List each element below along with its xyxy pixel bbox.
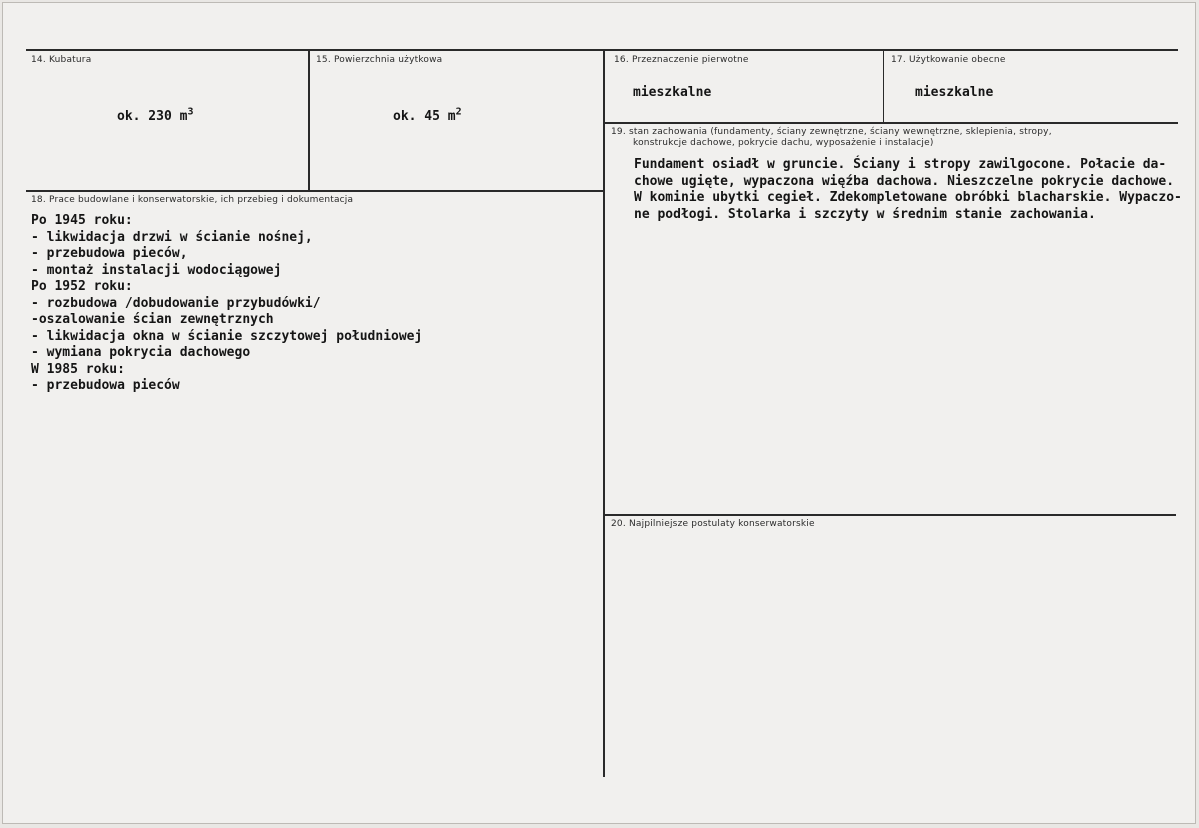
field-18-label: 18. Prace budowlane i konserwatorskie, ich przebieg i dokumentacja <box>31 195 354 205</box>
field-20-label: 20. Najpilniejsze postulaty konserwatorskie <box>611 519 815 529</box>
field-16-value: mieszkalne <box>633 85 712 100</box>
field-19-line: chowe ugięte, wypaczona więźba dachowa. Nieszczelne pokrycie dachowe. <box>634 173 1175 189</box>
top-rule <box>26 49 1178 51</box>
rule-below-14-15 <box>26 190 603 192</box>
field-18-line: - wymiana pokrycia dachowego <box>31 345 251 360</box>
field-18-line: - przebudowa pieców, <box>31 246 188 261</box>
field-18-line: W 1985 roku: <box>31 361 125 377</box>
field-19-line: W kominie ubytki cegieł. Zdekompletowane obróbki blacharskie. Wypaczo- <box>634 190 1182 205</box>
field-14-value: ok. 230 $m^3$ <box>117 106 194 124</box>
divider-14-15 <box>308 50 310 191</box>
inventory-card <box>2 2 1196 824</box>
divider-main <box>603 50 605 777</box>
field-18-text <box>31 213 422 395</box>
field-18-line: - likwidacja okna w ścianie szczytowej południowej <box>31 328 423 344</box>
field-18-line: - przebudowa pieców <box>31 378 180 393</box>
field-16-label: 16. Przeznaczenie pierwotne <box>614 55 749 65</box>
field-19-text <box>634 157 1182 223</box>
field-18-line: - montaż instalacji wodociągowej <box>31 262 282 278</box>
field-18-line: Po 1952 roku: <box>31 279 133 294</box>
field-19-label <box>611 127 1052 149</box>
rule-below-16-17 <box>605 122 1178 124</box>
field-19-line: Fundament osiadł w gruncie. Ściany i stropy zawilgocone. Połacie da- <box>634 157 1167 172</box>
field-18-line: Po 1945 roku: <box>31 213 133 228</box>
field-19-label-line-1: 19. stan zachowania (fundamenty, ściany zewnętrzne, ściany wewnętrzne, sklepienia, stropy, <box>611 127 1052 137</box>
field-15-exponent: 2 <box>455 106 462 118</box>
field-19-line: ne podłogi. Stolarka i szczyty w średnim stanie zachowania. <box>634 206 1096 222</box>
field-18-line: - likwidacja drzwi w ścianie nośnej, <box>31 229 313 245</box>
field-15-label: 15. Powierzchnia użytkowa <box>316 55 443 65</box>
field-17-value: mieszkalne <box>915 85 994 100</box>
field-18-line: -oszalowanie ścian zewnętrznych <box>31 312 274 327</box>
field-19-label-line-2: konstrukcje dachowe, pokrycie dachu, wyposażenie i instalacje) <box>633 138 934 148</box>
field-17-label: 17. Użytkowanie obecne <box>891 55 1006 65</box>
field-14-exponent: 3 <box>187 106 194 118</box>
field-14-label: 14. Kubatura <box>31 55 92 65</box>
field-15-value: ok. 45 $m^2$ <box>393 106 462 124</box>
divider-16-17 <box>883 50 884 122</box>
field-18-line: - rozbudowa /dobudowanie przybudówki/ <box>31 295 321 311</box>
rule-above-20 <box>605 514 1176 516</box>
